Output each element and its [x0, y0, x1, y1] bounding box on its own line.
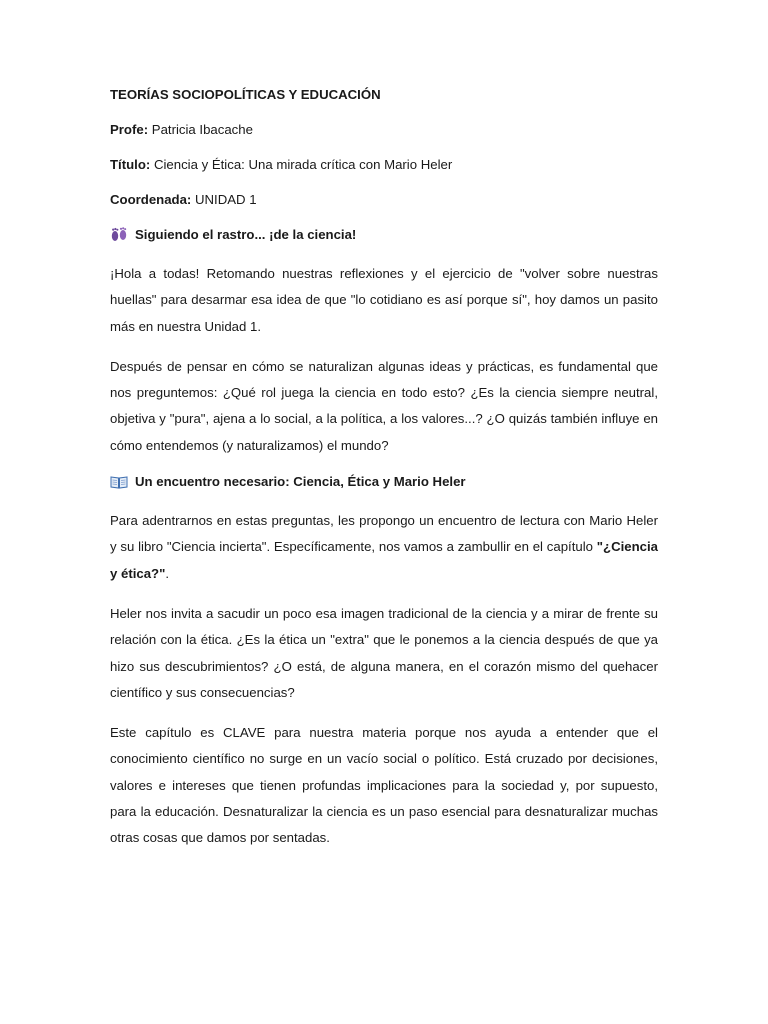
paragraph-lectura-text: Para adentrarnos en estas preguntas, les propongo un encuentro de lectura con Mario Heler y su libro "Ciencia incierta". Específicamente, nos vamos a zambullir en el capítulo — [110, 513, 658, 555]
meta-coordinate-label: Coordenada: — [110, 192, 192, 207]
paragraph-intro: ¡Hola a todas! Retomando nuestras reflexiones y el ejercicio de "volver sobre nuestras huellas" para desarmar esa idea de que "lo cotidiano es así porque sí", hoy damos un pasito más en nuestra Unidad 1. — [110, 266, 658, 334]
document-title: TEORÍAS SOCIOPOLÍTICAS Y EDUCACIÓN — [110, 87, 381, 102]
chapter-title: "¿Ciencia y ética?" — [110, 539, 658, 581]
meta-teacher-value: Patricia Ibacache — [148, 122, 253, 137]
paragraph-lectura — [110, 508, 658, 587]
meta-title-value: Ciencia y Ética: Una mirada crítica con Mario Heler — [150, 157, 453, 172]
document-body — [110, 86, 658, 866]
paragraph-lectura-end: . — [165, 565, 170, 581]
section-heading-text: Un encuentro necesario: Ciencia, Ética y Mario Heler — [135, 474, 466, 490]
meta-title — [110, 156, 658, 174]
meta-title-label: Título: — [110, 157, 151, 172]
meta-coordinate-value: UNIDAD 1 — [191, 192, 257, 207]
paragraph-heler: Heler nos invita a sacudir un poco esa imagen tradicional de la ciencia y a mirar de frente su relación con la ética. ¿Es la ética un "extra" que le ponemos a la ciencia después de que ya hizo sus descubrimientos? ¿O está, de alguna manera, en el corazón mismo del quehacer científico y sus consecuencias? — [110, 605, 658, 700]
section-heading-rastro — [110, 226, 658, 244]
section-heading-encuentro — [110, 473, 658, 491]
paragraph-clave: Este capítulo es CLAVE para nuestra materia porque nos ayuda a entender que el conocimiento científico no surge en un vacío social o político. Está cruzado por decisiones, valores e intereses que tienen profundas implicaciones para la sociedad y, por supuesto, para la educación. Desnaturalizar la ciencia es un paso esencial para desnaturalizar muchas otras cosas que damos por sentadas. — [110, 725, 658, 846]
meta-coordinate — [110, 191, 658, 209]
paragraph-naturalizacion: Después de pensar en cómo se naturalizan algunas ideas y prácticas, es fundamental que nos preguntemos: ¿Qué rol juega la ciencia en todo esto? ¿Es la ciencia siempre neutral, objetiva y "pura", ajena a lo social, a la política, a los valores...? ¿O quizás también influye en cómo entendemos (y naturalizamos) el mundo? — [110, 358, 658, 453]
footprints-icon — [110, 227, 128, 243]
meta-teacher-label: Profe: — [110, 122, 149, 137]
meta-teacher — [110, 121, 658, 139]
open-book-icon — [110, 474, 128, 490]
section-heading-text: Siguiendo el rastro... ¡de la ciencia! — [135, 227, 357, 242]
